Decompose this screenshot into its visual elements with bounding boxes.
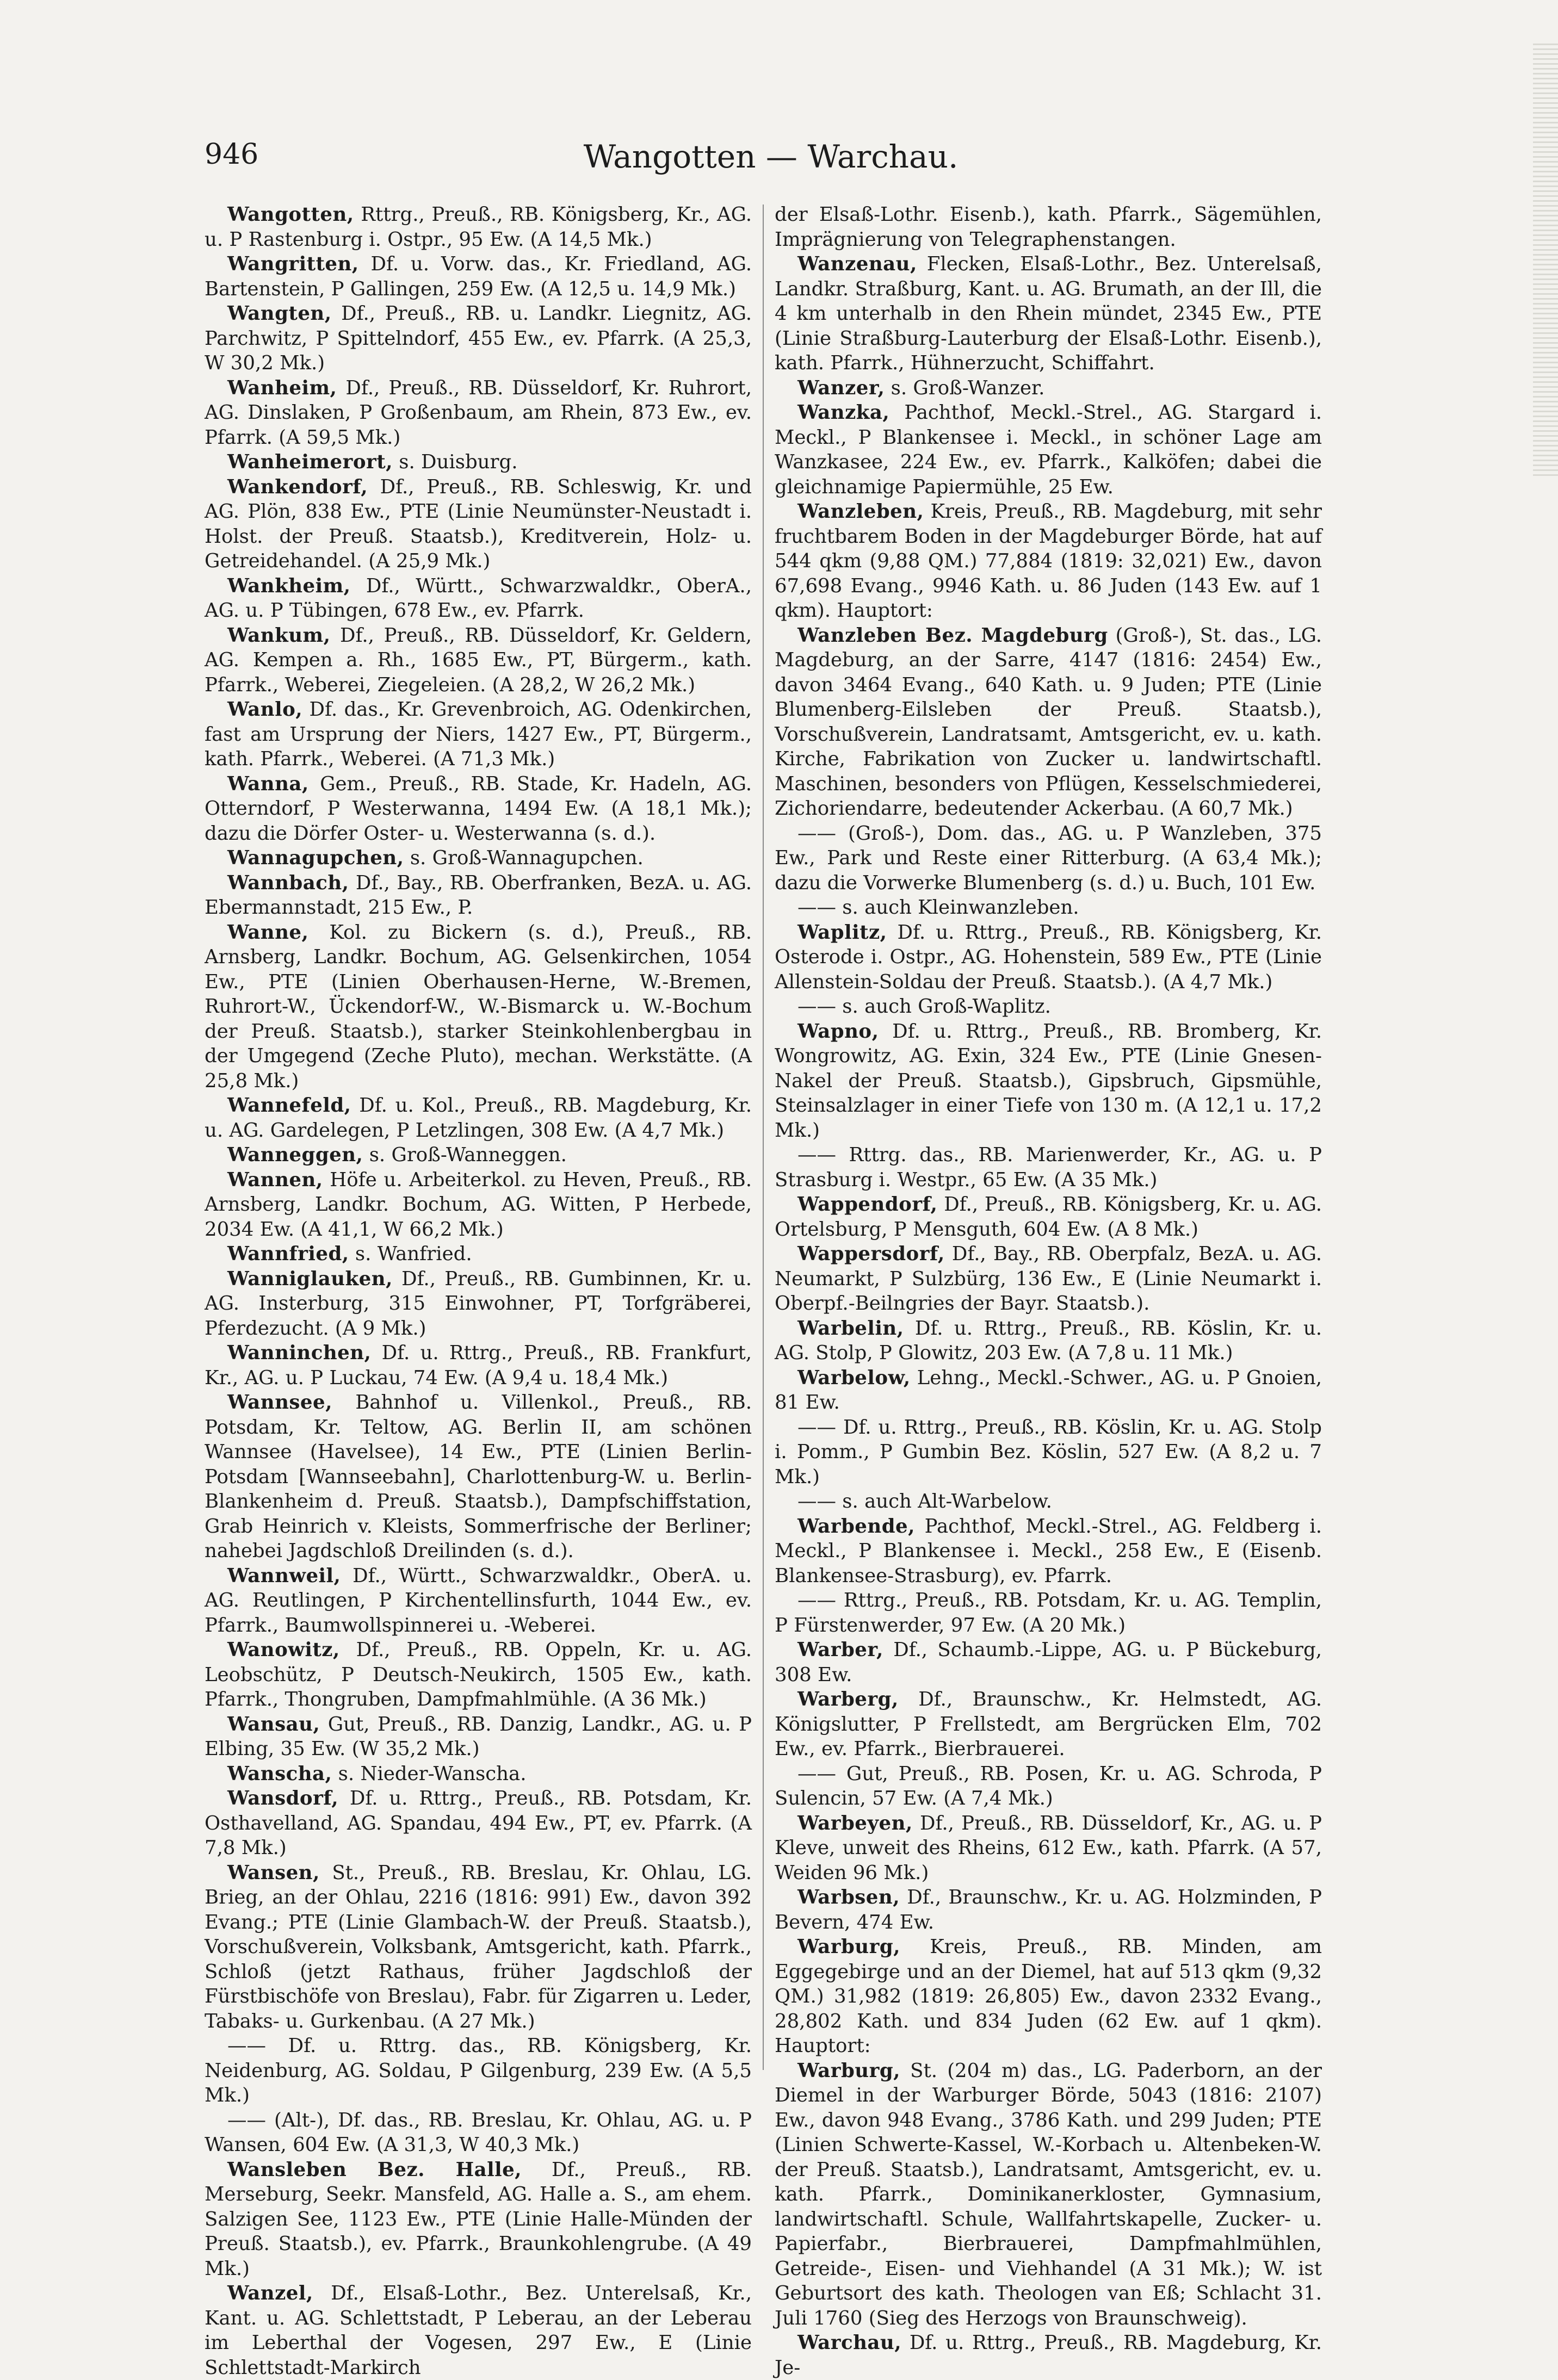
- entry-text: Df., Preuß., RB. Königsberg, Kr. u. AG. Ortelsburg, P Mensguth, 604 Ew. (A 8 Mk.): [775, 1193, 1322, 1241]
- gazetteer-entry: [205, 1762, 752, 1787]
- entry-headword: Warburg,: [797, 1936, 901, 1958]
- left-column: [205, 202, 752, 2379]
- entry-headword: Wansleben Bez. Halle,: [227, 2158, 522, 2181]
- entry-headword: Wankendorf,: [227, 475, 368, 498]
- entry-headword: Wankheim,: [227, 574, 351, 597]
- entry-headword: Wapno,: [797, 1020, 879, 1043]
- entry-headword: Wappendorf,: [797, 1193, 938, 1216]
- gazetteer-entry: [775, 1935, 1322, 2059]
- gazetteer-entry: [205, 202, 752, 252]
- entry-text: Df., Bay., RB. Oberfranken, BezA. u. AG. Ebermannstadt, 215 Ew., P.: [205, 871, 752, 919]
- gazetteer-entry: [775, 1019, 1322, 1143]
- entry-text: —— s. auch Alt-Warbelow.: [797, 1490, 1052, 1513]
- gazetteer-entry: [205, 475, 752, 574]
- entry-text: Df. u. Rttrg., Preuß., RB. Köslin, Kr. u. AG. Stolp, P Glowitz, 203 Ew. (A 7,8 u. 11 Mk.): [775, 1317, 1322, 1364]
- gazetteer-entry: [775, 1366, 1322, 1415]
- entry-text: Df., Braunschw., Kr. u. AG. Holzminden, P Bevern, 474 Ew.: [775, 1886, 1322, 1933]
- entry-text: Höfe u. Arbeiterkol. zu Heven, Preuß., RB. Arnsberg, Landkr. Bochum, AG. Witten, P Herbede, 2034 Ew. (A 41,1, W 66,2 Mk.): [205, 1168, 752, 1241]
- entry-text: s. Duisburg.: [392, 451, 518, 473]
- entry-text: Lehng., Meckl.-Schwer., AG. u. P Gnoien, 81 Ew.: [775, 1366, 1322, 1414]
- gazetteer-entry: [205, 1168, 752, 1242]
- gazetteer-entry: [775, 1489, 1322, 1514]
- gazetteer-entry: [775, 202, 1322, 252]
- entry-text: Df., Braunschw., Kr. Helmstedt, AG. Königslutter, P Frellstedt, am Bergrücken Elm, 702 Ew., ev. Pfarrk., Bierbrauerei.: [775, 1688, 1322, 1760]
- gazetteer-entry: [205, 1143, 752, 1168]
- entry-headword: Wanzenau,: [797, 253, 917, 275]
- gazetteer-entry: [775, 1588, 1322, 1638]
- column-divider: [763, 204, 764, 2070]
- entry-headword: Wanzer,: [797, 376, 885, 399]
- gazetteer-entry: [205, 376, 752, 450]
- gazetteer-entry: [205, 450, 752, 475]
- gazetteer-entry: [205, 2108, 752, 2158]
- gazetteer-entry: [205, 1267, 752, 1341]
- gazetteer-entry: [775, 1415, 1322, 1490]
- entry-text: Df., Schaumb.-Lippe, AG. u. P Bückeburg, 308 Ew.: [775, 1639, 1322, 1686]
- entry-text: Flecken, Elsaß-Lothr., Bez. Unterelsaß, Landkr. Straßburg, Kant. u. AG. Brumath, an der Ill, die 4 km unterhalb in den Rhein mündet, 2345 Ew., PTE (Linie Straßburg-Lauterburg der Elsaß-Lothr. Eisenb.), kath. Pfarrk., Hühnerzucht, Schiffahrt.: [775, 253, 1322, 374]
- entry-text: Df., Preuß., RB. Düsseldorf, Kr. Ruhrort, AG. Dinslaken, P Großenbaum, am Rhein, 873 Ew., ev. Pfarrk. (A 59,5 Mk.): [205, 376, 752, 449]
- entry-headword: Warbsen,: [797, 1886, 900, 1908]
- entry-text: Df., Preuß., RB. Schleswig, Kr. und AG. Plön, 838 Ew., PTE (Linie Neumünster-Neustadt i. Holst. der Preuß. Staatsb.), Kreditverein, Holz- u. Getreidehandel. (A 25,9 Mk.): [205, 475, 752, 572]
- entry-headword: Wanheimerort,: [227, 451, 393, 473]
- gazetteer-entry: [775, 400, 1322, 499]
- gazetteer-entry: [775, 1638, 1322, 1687]
- gazetteer-entry: [775, 1687, 1322, 1762]
- entry-headword: Wanzleben,: [797, 500, 924, 523]
- gazetteer-entry: [205, 1786, 752, 1861]
- entry-text: s. Nieder-Wanscha.: [332, 1762, 527, 1785]
- entry-text: Df. u. Rttrg., Preuß., RB. Bromberg, Kr. Wongrowitz, AG. Exin, 324 Ew., PTE (Linie Gnesen-Nakel der Preuß. Staatsb.), Gipsbruch, Gipsmühle, Steinsalzlager in einer Tiefe von 130 m. (A 12,1 u. 17,2 Mk.): [775, 1020, 1322, 1142]
- entry-text: Df. u. Rttrg., Preuß., RB. Magdeburg, Kr. Je-: [775, 2332, 1322, 2379]
- gazetteer-entry: [205, 2034, 752, 2108]
- entry-headword: Wannsee,: [227, 1391, 332, 1414]
- gazetteer-entry: [205, 1861, 752, 2034]
- gazetteer-entry: [205, 1242, 752, 1267]
- gazetteer-entry: [205, 1093, 752, 1143]
- entry-headword: Wangotten,: [227, 203, 354, 226]
- entry-text: Kreis, Preuß., RB. Minden, am Eggegebirge und an der Diemel, hat auf 513 qkm (9,32 QM.) 31,982 (1819: 26,805) Ew., davon 2332 Evang., 28,802 Kath. und 834 Juden (62 Ew. auf 1 qkm). Hauptort:: [775, 1936, 1322, 2057]
- right-column: [775, 202, 1322, 2379]
- entry-text: Kreis, Preuß., RB. Magdeburg, mit sehr fruchtbarem Boden in der Magdeburger Börde, hat auf 544 qkm (9,88 QM.) 77,884 (1819: 32,021) Ew., davon 67,698 Evang., 9946 Kath. u. 86 Juden (143 Ew. auf 1 qkm). Hauptort:: [775, 500, 1322, 622]
- gazetteer-entry: [205, 574, 752, 623]
- gazetteer-entry: [205, 301, 752, 376]
- entry-text: s. Groß-Wanzer.: [885, 376, 1045, 399]
- gazetteer-entry: [775, 2059, 1322, 2331]
- entry-headword: Wannfried,: [227, 1243, 349, 1265]
- entry-text: —— Df. u. Rttrg. das., RB. Königsberg, Kr. Neidenburg, AG. Soldau, P Gilgenburg, 239 Ew. (A 5,5 Mk.): [205, 2035, 752, 2106]
- gazetteer-entry: [205, 1712, 752, 1762]
- entry-text: Df., Preuß., RB. u. Landkr. Liegnitz, AG. Parchwitz, P Spittelndorf, 455 Ew., ev. Pfarrk. (A 25,3, W 30,2 Mk.): [205, 302, 752, 374]
- entry-headword: Waplitz,: [797, 921, 887, 944]
- entry-text: St. (204 m) das., LG. Paderborn, an der Diemel in der Warburger Börde, 5043 (1816: 2107) Ew., davon 948 Evang., 3786 Kath. und 299 Juden; PTE (Linien Schwerte-Kassel, W.-Korbach u. Altenbeken-W. der Preuß. Staatsb.), Landratsamt, Amtsgericht, ev. u. kath. Pfarrk., Dominikanerkloster, Gymnasium, landwirtschaftl. Schule, Wallfahrtskapelle, Zucker- u. Papierfabr., Bierbrauerei, Dampfmahlmühlen, Getreide-, Eisen- und Viehhandel (A 31 Mk.); W. ist Geburtsort des kath. Theologen van Eß; Schlacht 31. Juli 1760 (Sieg des Herzogs von Braunschweig).: [775, 2059, 1322, 2329]
- entry-text: Gut, Preuß., RB. Danzig, Landkr., AG. u. P Elbing, 35 Ew. (W 35,2 Mk.): [205, 1713, 752, 1760]
- entry-text: (Groß-), St. das., LG. Magdeburg, an der Sarre, 4147 (1816: 2454) Ew., davon 3464 Evang., 640 Kath. u. 9 Juden; PTE (Linie Blumenberg-Eilsleben der Preuß. Staatsb.), Vorschußverein, Landratsamt, Amtsgericht, ev. u. kath. Kirche, Fabrikation von Zucker u. landwirtschaftl. Maschinen, besonders von Pflügen, Kesselschmiederei, Zichoriendarre, bedeutender Ackerbau. (A 60,7 Mk.): [775, 624, 1322, 820]
- gazetteer-entry: [205, 1390, 752, 1564]
- entry-headword: Warbeyen,: [797, 1812, 913, 1834]
- entry-headword: Warchau,: [797, 2332, 902, 2354]
- gazetteer-entry: [775, 895, 1322, 920]
- entry-headword: Wansau,: [227, 1713, 320, 1736]
- entry-headword: Wankum,: [227, 624, 331, 647]
- entry-text: —— s. auch Kleinwanzleben.: [797, 896, 1079, 919]
- entry-headword: Wannefeld,: [227, 1094, 351, 1117]
- gazetteer-entry: [775, 252, 1322, 376]
- gazetteer-entry: [775, 499, 1322, 623]
- page-header: [205, 138, 1337, 182]
- entry-text: —— (Alt-), Df. das., RB. Breslau, Kr. Ohlau, AG. u. P Wansen, 604 Ew. (A 31,3, W 40,3 Mk.): [205, 2109, 752, 2156]
- entry-headword: Wanzleben Bez. Magdeburg: [797, 624, 1108, 647]
- gazetteer-entry: [205, 772, 752, 846]
- gazetteer-entry: [775, 1514, 1322, 1589]
- entry-headword: Wanzka,: [797, 401, 890, 424]
- entry-headword: Wangritten,: [227, 253, 359, 275]
- entry-headword: Wannen,: [227, 1168, 323, 1191]
- gazetteer-entry: [775, 994, 1322, 1019]
- entry-text: Df. u. Vorw. das., Kr. Friedland, AG. Bartenstein, P Gallingen, 259 Ew. (A 12,5 u. 14,9 Mk.): [205, 253, 752, 300]
- entry-text: —— Gut, Preuß., RB. Posen, Kr. u. AG. Schroda, P Sulencin, 57 Ew. (A 7,4 Mk.): [775, 1762, 1322, 1809]
- entry-text: s. Groß-Wannagupchen.: [404, 847, 644, 869]
- entry-text: —— Rttrg. das., RB. Marienwerder, Kr., AG. u. P Strasburg i. Westpr., 65 Ew. (A 35 Mk.): [775, 1144, 1322, 1191]
- entry-text: —— s. auch Groß-Waplitz.: [797, 995, 1051, 1018]
- gazetteer-entry: [775, 623, 1322, 821]
- entry-text: —— (Groß-), Dom. das., AG. u. P Wanzleben, 375 Ew., Park und Reste einer Ritterburg. (A 63,4 Mk.); dazu die Vorwerke Blumenberg (s. d.) u. Buch, 101 Ew.: [775, 822, 1322, 894]
- entry-text: Gem., Preuß., RB. Stade, Kr. Hadeln, AG. Otterndorf, P Westerwanna, 1494 Ew. (A 18,1 Mk.); dazu die Dörfer Oster- u. Westerwanna (s. d.).: [205, 772, 752, 845]
- page-number: 946: [205, 138, 259, 171]
- entry-headword: Wannagupchen,: [227, 847, 404, 869]
- entry-text: Rttrg., Preuß., RB. Königsberg, Kr., AG. u. P Rastenburg i. Ostpr., 95 Ew. (A 14,5 Mk.): [205, 203, 752, 251]
- gazetteer-entry: [205, 697, 752, 772]
- entry-headword: Wanna,: [227, 772, 309, 795]
- gazetteer-entry: [205, 252, 752, 301]
- entry-headword: Wanlo,: [227, 698, 303, 721]
- gazetteer-entry: [775, 1316, 1322, 1366]
- entry-headword: Wangten,: [227, 302, 332, 325]
- entry-text: Df. u. Rttrg., Preuß., RB. Königsberg, Kr. Osterode i. Ostpr., AG. Hohenstein, 589 Ew., PTE (Linie Allenstein-Soldau der Preuß. Staatsb.). (A 4,7 Mk.): [775, 921, 1322, 993]
- entry-text: Df. u. Rttrg., Preuß., RB. Frankfurt, Kr., AG. u. P Luckau, 74 Ew. (A 9,4 u. 18,4 Mk.): [205, 1342, 752, 1389]
- entry-headword: Warber,: [797, 1639, 883, 1661]
- entry-text: Df., Preuß., RB. Düsseldorf, Kr. Geldern, AG. Kempen a. Rh., 1685 Ew., PT, Bürgerm., kath. Pfarrk., Weberei, Ziegeleien. (A 28,2, W 26,2 Mk.): [205, 624, 752, 696]
- entry-text: Df., Preuß., RB. Gumbinnen, Kr. u. AG. Insterburg, 315 Einwohner, PT, Torfgräberei, Pferdezucht. (A 9 Mk.): [205, 1267, 752, 1340]
- entry-headword: Wannweil,: [227, 1564, 341, 1587]
- entry-text: —— Rttrg., Preuß., RB. Potsdam, Kr. u. AG. Templin, P Fürstenwerder, 97 Ew. (A 20 Mk.): [775, 1589, 1322, 1637]
- entry-text: Df., Württ., Schwarzwaldkr., OberA. u. AG. Reutlingen, P Kirchentellinsfurth, 1044 Ew., ev. Pfarrk., Baumwollspinnerei u. -Weberei.: [205, 1564, 752, 1637]
- gazetteer-entry: [205, 871, 752, 920]
- entry-headword: Wansdorf,: [227, 1787, 339, 1809]
- gazetteer-entry: [775, 1192, 1322, 1242]
- entry-text: Df., Preuß., RB. Oppeln, Kr. u. AG. Leobschütz, P Deutsch-Neukirch, 1505 Ew., kath. Pfarrk., Thongruben, Dampfmahlmühle. (A 36 Mk.): [205, 1639, 752, 1710]
- entry-headword: Wanninchen,: [227, 1342, 372, 1364]
- entry-text: Df. u. Rttrg., Preuß., RB. Potsdam, Kr. Osthavelland, AG. Spandau, 494 Ew., PT, ev. Pfarrk. (A 7,8 Mk.): [205, 1787, 752, 1859]
- entry-headword: Wanowitz,: [227, 1639, 340, 1661]
- entry-headword: Wanheim,: [227, 376, 337, 399]
- gazetteer-entry: [775, 376, 1322, 401]
- gazetteer-entry: [775, 1762, 1322, 1811]
- entry-text: Pachthof, Meckl.-Strel., AG. Stargard i. Meckl., P Blankensee i. Meckl., in schöner Lage am Wanzkasee, 224 Ew., ev. Pfarrk., Kalköfen; dabei die gleichnamige Papiermühle, 25 Ew.: [775, 401, 1322, 498]
- entry-headword: Wanzel,: [227, 2282, 313, 2304]
- entry-text: Df., Preuß., RB. Merseburg, Seekr. Mansfeld, AG. Halle a. S., am ehem. Salzigen See, 1123 Ew., PTE (Linie Halle-Münden der Preuß. Staatsb.), ev. Pfarrk., Braunkohlengrube. (A 49 Mk.): [205, 2158, 752, 2280]
- gazetteer-entry: [205, 846, 752, 871]
- entry-text: s. Groß-Wanneggen.: [363, 1144, 567, 1166]
- gazetteer-entry: [775, 1885, 1322, 1935]
- entry-text: der Elsaß-Lothr. Eisenb.), kath. Pfarrk., Sägemühlen, Imprägnierung von Telegraphenstangen.: [775, 203, 1322, 251]
- gazetteer-entry: [775, 920, 1322, 995]
- gazetteer-entry: [205, 1638, 752, 1712]
- entry-text: Df., Elsaß-Lothr., Bez. Unterelsaß, Kr., Kant. u. AG. Schlettstadt, P Leberau, an der Leberau im Leberthal der Vogesen, 297 Ew., E (Linie Schlettstadt-Markirch: [205, 2282, 752, 2379]
- gazetteer-entry: [775, 2331, 1322, 2380]
- gazetteer-entry: [205, 1341, 752, 1390]
- gazetteer-entry: [775, 1242, 1322, 1316]
- entry-text: s. Wanfried.: [349, 1243, 472, 1265]
- gazetteer-entry: [775, 1143, 1322, 1192]
- entry-text: —— Df. u. Rttrg., Preuß., RB. Köslin, Kr. u. AG. Stolp i. Pomm., P Gumbin Bez. Köslin, 527 Ew. (A 8,2 u. 7 Mk.): [775, 1416, 1322, 1488]
- entry-text: St., Preuß., RB. Breslau, Kr. Ohlau, LG. Brieg, an der Ohlau, 2216 (1816: 991) Ew., davon 392 Evang.; PTE (Linie Glambach-W. der Preuß. Staatsb.), Vorschußverein, Volksbank, Amtsgericht, kath. Pfarrk., Schloß (jetzt Rathaus, früher Jagdschloß der Fürstbischöfe von Breslau), Fabr. für Zigarren u. Leder, Tabaks- u. Gurkenbau. (A 27 Mk.): [205, 1861, 752, 2032]
- entry-headword: Wappersdorf,: [797, 1243, 945, 1265]
- entry-text: Df. u. Kol., Preuß., RB. Magdeburg, Kr. u. AG. Gardelegen, P Letzlingen, 308 Ew. (A 4,7 Mk.): [205, 1094, 752, 1142]
- entry-headword: Warberg,: [797, 1688, 899, 1710]
- entry-headword: Warbelow,: [797, 1366, 911, 1389]
- gazetteer-entry: [775, 821, 1322, 896]
- gazetteer-entry: [205, 2158, 752, 2282]
- gazetteer-entry: [205, 623, 752, 698]
- entry-headword: Wanneggen,: [227, 1144, 363, 1166]
- entry-text: Df., Preuß., RB. Düsseldorf, Kr., AG. u. P Kleve, unweit des Rheins, 612 Ew., kath. Pfarrk. (A 57, Weiden 96 Mk.): [775, 1812, 1322, 1884]
- entry-text: Df. das., Kr. Grevenbroich, AG. Odenkirchen, fast am Ursprung der Niers, 1427 Ew., PT, Bürgerm., kath. Pfarrk., Weberei. (A 71,3 Mk.): [205, 698, 752, 770]
- running-title: Wangotten — Warchau.: [583, 138, 959, 175]
- entry-headword: Warburg,: [797, 2059, 901, 2082]
- entry-headword: Wansen,: [227, 1861, 320, 1884]
- entry-text: Bahnhof u. Villenkol., Preuß., RB. Potsdam, Kr. Teltow, AG. Berlin II, am schönen Wannsee (Havelsee), 14 Ew., PTE (Linien Berlin-Potsdam [Wannseebahn], Charlottenburg-W. u. Berlin-Blankenheim d. Preuß. Staatsb.), Dampfschiffstation, Grab Heinrich v. Kleists, Sommerfrische der Berliner; nahebei Jagdschloß Dreilinden (s. d.).: [205, 1391, 752, 1562]
- scan-edge-marks: [1533, 44, 1558, 479]
- entry-headword: Warbende,: [797, 1515, 915, 1538]
- gazetteer-entry: [205, 1564, 752, 1638]
- entry-text: Df., Württ., Schwarzwaldkr., OberA., AG. u. P Tübingen, 678 Ew., ev. Pfarrk.: [205, 574, 752, 622]
- entry-headword: Wanne,: [227, 921, 309, 944]
- entry-headword: Warbelin,: [797, 1317, 904, 1340]
- entry-headword: Wannbach,: [227, 871, 349, 894]
- gazetteer-entry: [775, 1811, 1322, 1886]
- gazetteer-entry: [205, 920, 752, 1094]
- entry-text: Pachthof, Meckl.-Strel., AG. Feldberg i. Meckl., P Blankensee i. Meckl., 258 Ew., E (Eisenb. Blankensee-Strasburg), ev. Pfarrk.: [775, 1515, 1322, 1587]
- entry-headword: Wanniglauken,: [227, 1267, 393, 1290]
- entry-headword: Wanscha,: [227, 1762, 332, 1785]
- entry-text: Kol. zu Bickern (s. d.), Preuß., RB. Arnsberg, Landkr. Bochum, AG. Gelsenkirchen, 1054 Ew., PTE (Linien Oberhausen-Herne, W.-Bremen, Ruhrort-W., Ückendorf-W., W.-Bismarck u. W.-Bochum der Preuß. Staatsb.), starker Steinkohlenbergbau in der Umgegend (Zeche Pluto), mechan. Werkstätte. (A 25,8 Mk.): [205, 921, 752, 1092]
- entry-text: Df., Bay., RB. Oberpfalz, BezA. u. AG. Neumarkt, P Sulzbürg, 136 Ew., E (Linie Neumarkt i. Oberpf.-Beilngries der Bayr. Staatsb.).: [775, 1243, 1322, 1315]
- gazetteer-entry: [205, 2281, 752, 2380]
